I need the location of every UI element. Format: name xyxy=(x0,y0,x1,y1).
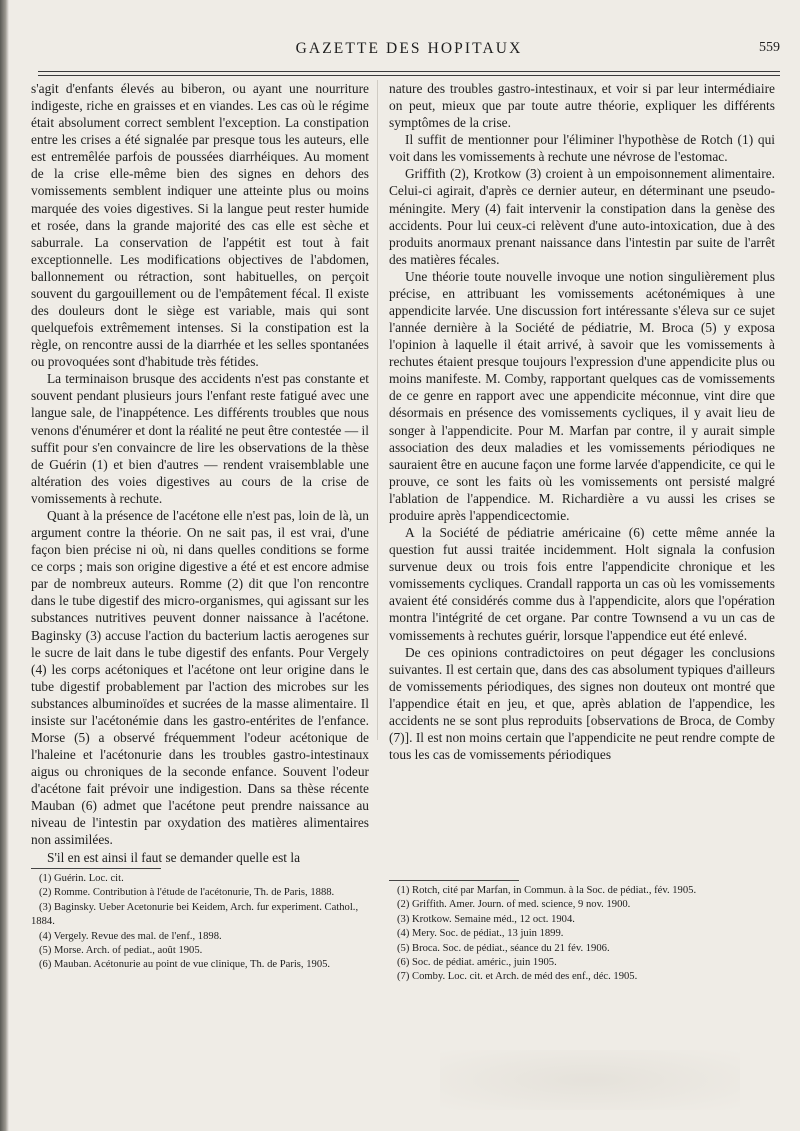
header-rule-thin xyxy=(38,75,780,76)
running-title: GAZETTE DES HOPITAUX xyxy=(295,40,523,57)
footnote: (1) Rotch, cité par Marfan, in Commun. à la Soc. de pédiat., fév. 1905. xyxy=(397,885,697,896)
paragraph: De ces opinions contradictoires on peut dégager les conclusions suivantes. Il est certain que, dans des cas absolument typiques d'ailleurs de vomissements périodiques, des signes non douteux ont montré que l'appendice était en jeu, et que, après ablation de l'appendice, les accidents ne se sont plus reproduits [observations de Broca, de Comby (7)]. Il est non moins certain que l'appendicite ne peut rendre compte de tous les cas de vomissements périodiques xyxy=(389,644,775,763)
column-divider xyxy=(377,80,378,740)
paragraph: A la Société de pédiatrie américaine (6) cette même année la question fut aussi traitée incidemment. Holt signala la confusion survenue deux ou trois fois entre l'appendicite chronique et les vomissements cycliques. Crandall rapporta un cas où les vomissements avaient été considérés comme dus à l'appendicite, alors que l'opération montra l'intégrité de cet organe. Par contre Townsend a vu un cas de vomissements à rechutes guérir, lorsque l'appendice eut été enlevé. xyxy=(389,525,775,643)
footnotes-right xyxy=(389,884,775,985)
footnote-rule-right xyxy=(389,880,519,881)
footnote: (4) Vergely. Revue des mal. de l'enf., 1898. xyxy=(39,930,222,942)
paragraph: Une théorie toute nouvelle invoque une notion singulièrement plus précise, en attribuant les vomissements acétonémiques à une appendicite larvée. Une discussion fort intéressante s'éleva sur ce sujet l'année dernière à la Société de pédiatrie, M. Broca (5) y exposa l'opinion à laquelle il était arrivé, à savoir que les vomissements à rechutes étaient presque toujours l'expression d'une appendicite plus ou moins manifeste. M. Comby, rapportant quelques cas de vomissements de ce genre en rapport avec une appendicite méconnue, vint dire que désormais en présence des vomissements cycliques, il y avait lieu de songer à l'appendicite. Pour M. Marfan par contre, il y aurait simple association des deux maladies et les vomissements périodiques ne sauraient être en aucune façon une forme larvée d'appendicite, ce qui le prouve, ce sont les faits où les vomissements ont persisté malgré l'ablation de l'appendice. M. Richardière a vu aussi les crises se produire après l'appendicectomie. xyxy=(389,268,775,523)
footnote: (2) Griffith. Amer. Journ. of med. science, 9 nov. 1900. xyxy=(397,899,631,911)
footnote: (3) Baginsky. Ueber Acetonurie bei Keidem, Arch. fur experiment. Cathol., 1884. xyxy=(31,901,359,928)
footnote: (5) Morse. Arch. of pediat., août 1905. xyxy=(39,945,203,957)
footnotes-left xyxy=(31,872,369,973)
left-column xyxy=(31,80,369,866)
footnote: (5) Broca. Soc. de pédiat., séance du 21 fév. 1906. xyxy=(397,942,610,954)
header-rule xyxy=(38,71,780,72)
paragraph: Griffith (2), Krotkow (3) croient à un empoisonnement alimentaire. Celui-ci agirait, d'après ce dernier auteur, en déterminant une pseudo-méningite. Mery (4) fait intervenir la constipation dans la genèse des accidents. Pour lui ceux-ci relèvent d'une auto-intoxication, due à des produits anormaux prenant naissance dans l'intestin par suite de l'arrêt des matières fécales. xyxy=(389,166,775,267)
paragraph: nature des troubles gastro-intestinaux, et voir si par leur intermédiaire on peut, mieux que par toute autre théorie, expliquer les différents symptômes de la crise. xyxy=(389,81,775,131)
footnote: (6) Mauban. Acétonurie au point de vue clinique, Th. de Paris, 1905. xyxy=(39,959,331,971)
paragraph: Quant à la présence de l'acétone elle n'est pas, loin de là, un argument contre la théorie. On ne sait pas, il est vrai, d'une façon bien précise ni où, ni dans quelles conditions se forme ce corps ; mais son origine digestive a été et est encore admise par de nombreux auteurs. Romme (2) dit que l'on rencontre dans le tube digestif des micro-organismes, qui agissant sur les substances nutritives peuvent donner naissance à l'acétone. Baginsky (3) accuse l'action du bacterium lactis aerogenes sur le sucre de lait dans le tube digestif des enfants. Pour Vergely (4) les corps acétoniques et l'acétone ont leur origine dans le tube digestif probablement par l'action des microbes sur les substances albuminoïdes et sucrées de la masse alimentaire. Il insiste sur l'acétonémie dans les gastro-entérites de l'enfance. Morse (5) a observé fréquemment l'odeur acétonique de l'haleine et l'acétonurie dans les troubles gastro-intestinaux aigus ou chroniques de la seconde enfance. Souvent l'odeur d'acétone fait prévoir une indigestion. Dans sa thèse récente Mauban (6) admet que l'acétone peut prendre naissance au niveau de l'intestin par oxydation des matières alimentaires non assimilées. xyxy=(31,507,369,848)
paragraph: Il suffit de mentionner pour l'éliminer l'hypothèse de Rotch (1) qui voit dans les vomissements à rechute une névrose de l'estomac. xyxy=(389,132,775,165)
footnote: (4) Mery. Soc. de pédiat., 13 juin 1899. xyxy=(397,928,564,940)
page-binding-edge xyxy=(0,0,9,1131)
paragraph: S'il en est ainsi il faut se demander quelle est la xyxy=(47,849,301,865)
footnote: (6) Soc. de pédiat. améric., juin 1905. xyxy=(397,957,557,969)
footnote: (7) Comby. Loc. cit. et Arch. de méd des enf., déc. 1905. xyxy=(397,971,638,983)
footnote: (3) Krotkow. Semaine méd., 12 oct. 1904. xyxy=(397,913,575,925)
paragraph: s'agit d'enfants élevés au biberon, ou ayant une nourriture indigeste, riche en graisses et en viandes. Les cas où le régime était absolument correct semblent l'exception. La constipation entre les crises a été signalée par presque tous les auteurs, elle est entremêlée parfois de poussées diarrhéiques. Au moment de la crise elle-même bien des signes en dehors des vomissements semblent indiquer une atteinte plus ou moins marquée des voies digestives. Si la langue peut rester humide et rosée, dans la grande majorité des cas elle est sèche et saburrale. La conservation de l'appétit est tout à fait exceptionnelle. Les modifications objectives de l'abdomen, ballonnement ou rétraction, sont habituelles, on perçoit souvent du gargouillement ou de l'empâtement fécal. Il existe des douleurs dont le siège est variable, mais qui sont quelquefois extrêmement intenses. Si la constipation est la règle, on rencontre aussi de la diarrhée et les selles spontanées ou provoquées sont d'habitude très fétides. xyxy=(31,81,369,370)
footnote: (1) Guérin. Loc. cit. xyxy=(39,873,124,884)
page-header xyxy=(38,40,780,62)
paragraph: La terminaison brusque des accidents n'est pas constante et souvent pendant plusieurs jours l'enfant reste fatigué avec une langue sale, de l'inappétence. Les différents troubles que nous venons d'énumérer et dont la réalité ne peut être contestée — il suffit pour s'en convaincre de lire les observations de la thèse de Guérin (1) et bien d'autres — rendent vraisemblable une altération des voies digestives au cours de la crise de vomissements à rechute. xyxy=(31,371,369,506)
footnote-rule-left xyxy=(31,868,161,869)
right-column xyxy=(389,80,775,763)
footnote: (2) Romme. Contribution à l'étude de l'acétonurie, Th. de Paris, 1888. xyxy=(39,887,335,899)
paper-stain xyxy=(440,1050,740,1110)
page-number: 559 xyxy=(759,40,780,55)
